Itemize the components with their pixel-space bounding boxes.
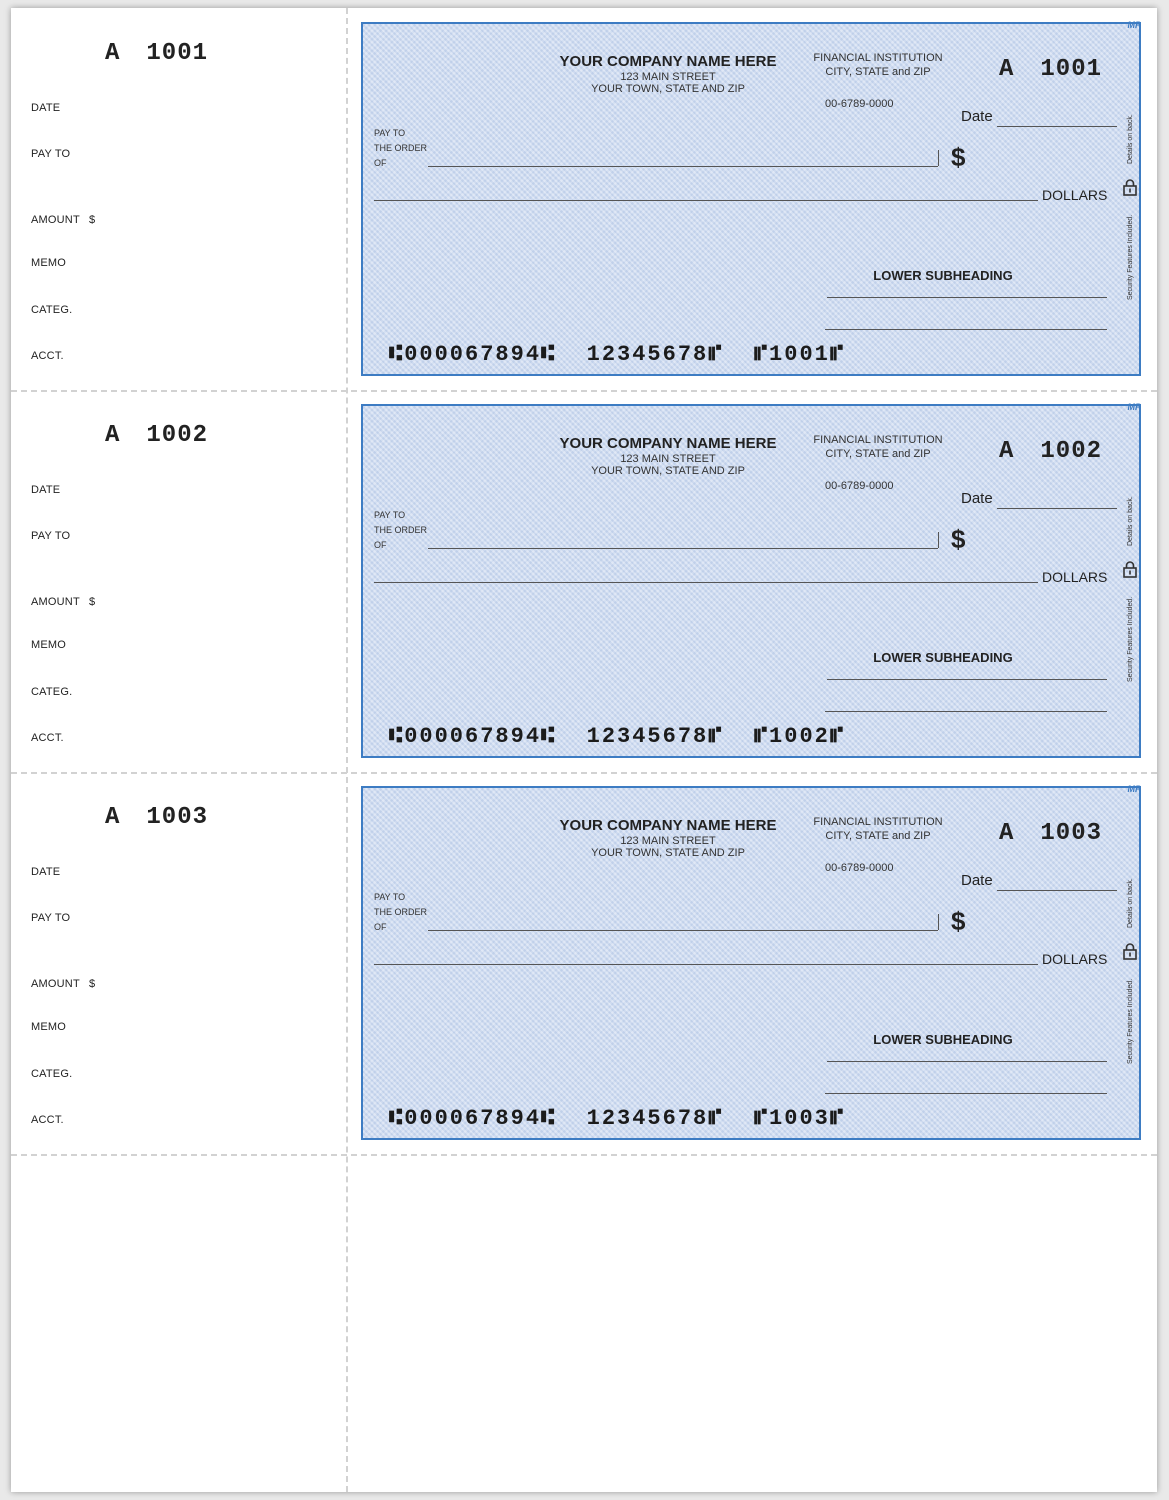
stub-categ-label: CATEG. — [31, 304, 73, 316]
company-name: YOUR COMPANY NAME HERE — [559, 435, 777, 452]
mp-mark: MP — [1127, 20, 1141, 30]
mp-mark: MP — [1127, 402, 1141, 412]
signature-line-1[interactable] — [827, 679, 1107, 680]
check-row — [11, 8, 1157, 390]
stub-amount-label: AMOUNT — [31, 978, 80, 990]
company-block — [513, 818, 823, 859]
security-features-text: Security Features Included. — [1127, 596, 1134, 682]
routing-fraction: 00-6789-0000 — [825, 480, 894, 492]
payto-label: PAY TO THE ORDER OF — [374, 128, 428, 168]
details-on-back-text: Details on back. — [1127, 878, 1134, 928]
check-number: A 1001 — [999, 56, 1103, 83]
bank-block — [803, 434, 953, 462]
date-line[interactable] — [997, 126, 1117, 127]
stub-date-label: DATE — [31, 866, 61, 878]
bank-name: FINANCIAL INSTITUTION — [813, 52, 943, 64]
payee-line[interactable] — [428, 166, 938, 167]
lock-icon — [1123, 560, 1137, 578]
routing-fraction: 00-6789-0000 — [825, 862, 894, 874]
check-body — [361, 404, 1141, 758]
dollars-label: DOLLARS — [1042, 187, 1108, 203]
company-street: 123 MAIN STREET — [620, 452, 716, 465]
stub-payto-label: PAY TO — [31, 530, 71, 542]
lower-subheading: LOWER SUBHEADING — [873, 268, 1013, 283]
stub-amount-label: AMOUNT — [31, 214, 80, 226]
stub-acct-label: ACCT. — [31, 350, 64, 362]
stub-dollar-symbol: $ — [89, 978, 96, 990]
date-label: Date — [961, 872, 993, 889]
bank-city: CITY, STATE and ZIP — [825, 65, 931, 78]
company-town: YOUR TOWN, STATE AND ZIP — [591, 846, 745, 859]
stub-amount-label: AMOUNT — [31, 596, 80, 608]
check-number: A 1002 — [999, 438, 1103, 465]
bank-block — [803, 816, 953, 844]
lock-icon — [1123, 178, 1137, 196]
stub-categ-label: CATEG. — [31, 686, 73, 698]
stub-payto-label: PAY TO — [31, 148, 71, 160]
micr-line: ⑆000067894⑆ 12345678⑈ ⑈1001⑈ — [389, 342, 846, 367]
bank-block — [803, 52, 953, 80]
lower-subheading: LOWER SUBHEADING — [873, 1032, 1013, 1047]
company-name: YOUR COMPANY NAME HERE — [559, 53, 777, 70]
stub-memo-label: MEMO — [31, 1021, 67, 1033]
stub-date-label: DATE — [31, 102, 61, 114]
stub-check-number: A 1003 — [105, 804, 209, 831]
company-town: YOUR TOWN, STATE AND ZIP — [591, 82, 745, 95]
stub-acct-label: ACCT. — [31, 732, 64, 744]
stub-check-number: A 1001 — [105, 40, 209, 67]
date-label: Date — [961, 108, 993, 125]
stub-categ-label: CATEG. — [31, 1068, 73, 1080]
bank-name: FINANCIAL INSTITUTION — [813, 816, 943, 828]
stub-payto-label: PAY TO — [31, 912, 71, 924]
lower-subheading: LOWER SUBHEADING — [873, 650, 1013, 665]
stub-dollar-symbol: $ — [89, 596, 96, 608]
date-label: Date — [961, 490, 993, 507]
check-row — [11, 390, 1157, 772]
written-amount-line[interactable] — [374, 200, 1038, 201]
signature-line-1[interactable] — [827, 297, 1107, 298]
written-amount-line[interactable] — [374, 964, 1038, 965]
amount-dollar-sign: $ — [951, 524, 966, 554]
check-stub — [11, 772, 346, 1154]
stub-memo-label: MEMO — [31, 257, 67, 269]
bank-city: CITY, STATE and ZIP — [825, 447, 931, 460]
signature-line-2[interactable] — [825, 329, 1107, 330]
payee-line-end — [938, 150, 939, 166]
details-on-back-text: Details on back. — [1127, 496, 1134, 546]
mp-mark: MP — [1127, 784, 1141, 794]
bank-name: FINANCIAL INSTITUTION — [813, 434, 943, 446]
micr-line: ⑆000067894⑆ 12345678⑈ ⑈1002⑈ — [389, 724, 846, 749]
stub-dollar-symbol: $ — [89, 214, 96, 226]
security-features-text: Security Features Included. — [1127, 214, 1134, 300]
signature-line-1[interactable] — [827, 1061, 1107, 1062]
dollars-label: DOLLARS — [1042, 951, 1108, 967]
horizontal-perforation — [11, 1154, 1157, 1156]
date-line[interactable] — [997, 508, 1117, 509]
check-row — [11, 772, 1157, 1154]
payee-line-end — [938, 532, 939, 548]
payee-line[interactable] — [428, 930, 938, 931]
payto-label: PAY TO THE ORDER OF — [374, 510, 428, 550]
lock-icon — [1123, 942, 1137, 960]
routing-fraction: 00-6789-0000 — [825, 98, 894, 110]
details-on-back-text: Details on back. — [1127, 114, 1134, 164]
stub-date-label: DATE — [31, 484, 61, 496]
check-number: A 1003 — [999, 820, 1103, 847]
date-line[interactable] — [997, 890, 1117, 891]
stub-memo-label: MEMO — [31, 639, 67, 651]
bank-city: CITY, STATE and ZIP — [825, 829, 931, 842]
stub-acct-label: ACCT. — [31, 1114, 64, 1126]
company-street: 123 MAIN STREET — [620, 834, 716, 847]
payee-line-end — [938, 914, 939, 930]
written-amount-line[interactable] — [374, 582, 1038, 583]
check-sheet — [11, 8, 1157, 1492]
company-name: YOUR COMPANY NAME HERE — [559, 817, 777, 834]
check-stub — [11, 8, 346, 390]
micr-line: ⑆000067894⑆ 12345678⑈ ⑈1003⑈ — [389, 1106, 846, 1131]
amount-dollar-sign: $ — [951, 906, 966, 936]
check-body — [361, 786, 1141, 1140]
check-body — [361, 22, 1141, 376]
company-block — [513, 54, 823, 95]
signature-line-2[interactable] — [825, 1093, 1107, 1094]
company-block — [513, 436, 823, 477]
payee-line[interactable] — [428, 548, 938, 549]
stub-check-number: A 1002 — [105, 422, 209, 449]
security-features-text: Security Features Included. — [1127, 978, 1134, 1064]
company-town: YOUR TOWN, STATE AND ZIP — [591, 464, 745, 477]
company-street: 123 MAIN STREET — [620, 70, 716, 83]
amount-dollar-sign: $ — [951, 142, 966, 172]
dollars-label: DOLLARS — [1042, 569, 1108, 585]
signature-line-2[interactable] — [825, 711, 1107, 712]
payto-label: PAY TO THE ORDER OF — [374, 892, 428, 932]
check-stub — [11, 390, 346, 772]
